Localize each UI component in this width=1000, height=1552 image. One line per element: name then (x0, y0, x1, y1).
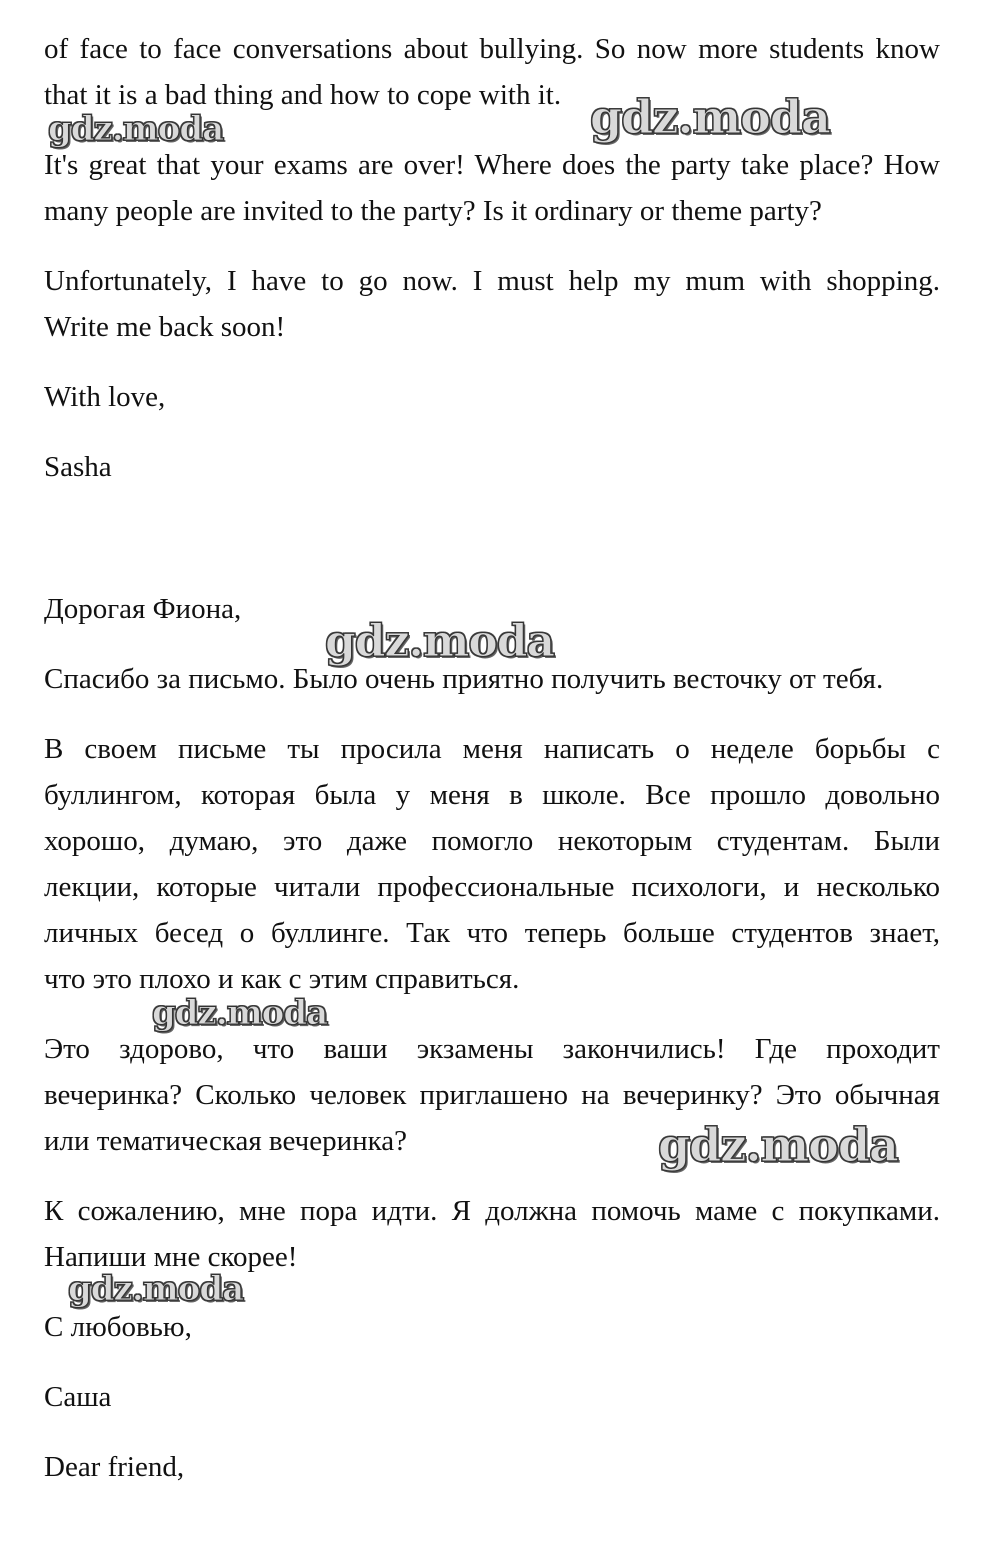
english-p3-line-2: Write me back soon! (44, 311, 286, 343)
russian-p2-line-5: личных бесед о буллинге. Так что теперь больше студентов знает, (44, 917, 940, 949)
english-p3-line-1: Unfortunately, I have to go now. I must help my mum with shopping. (44, 265, 940, 297)
russian-p2-line-2: буллингом, которая была у меня в школе. Все прошло довольно (44, 779, 940, 811)
russian-p2-line-4: лекции, которые читали профессиональные психологи, и несколько (44, 871, 940, 903)
russian-p2-line-6: что это плохо и как с этим справиться. (44, 963, 520, 995)
watermark-logo: gdz.moda (152, 993, 328, 1033)
russian-p3-line-1: Это здорово, что ваши экзамены закончились! Где проходит (44, 1033, 940, 1065)
next-letter-greeting: Dear friend, (44, 1451, 185, 1483)
russian-p2-line-3: хорошо, думаю, это даже помогло некоторым студентам. Были (44, 825, 940, 857)
russian-p3-line-3: или тематическая вечеринка? (44, 1125, 407, 1157)
english-p1-line-2: that it is a bad thing and how to cope with it. (44, 79, 562, 111)
watermark-logo: gdz.moda (590, 90, 830, 144)
english-p2-line-2: many people are invited to the party? Is it ordinary or theme party? (44, 195, 822, 227)
english-closing: With love, (44, 381, 166, 413)
watermark-logo: gdz.moda (658, 1118, 898, 1172)
watermark-logo: gdz.moda (68, 1269, 244, 1309)
watermark-logo: gdz.moda (325, 616, 555, 667)
english-p1-line-1: of face to face conversations about bullying. So now more students know (44, 33, 940, 65)
russian-p3-line-2: вечеринка? Сколько человек приглашено на вечеринку? Это обычная (44, 1079, 940, 1111)
watermark-logo: gdz.moda (48, 109, 224, 149)
russian-p4-line-2: Напиши мне скорее! (44, 1241, 298, 1273)
russian-p1: Спасибо за письмо. Было очень приятно получить весточку от тебя. (44, 663, 884, 695)
english-p2-line-1: It's great that your exams are over! Where does the party take place? How (44, 149, 940, 181)
russian-greeting: Дорогая Фиона, (44, 593, 242, 625)
russian-p4-line-1: К сожалению, мне пора идти. Я должна помочь маме с покупками. (44, 1195, 940, 1227)
russian-p2-line-1: В своем письме ты просила меня написать о неделе борьбы с (44, 733, 940, 765)
english-signature: Sasha (44, 451, 112, 483)
russian-signature: Саша (44, 1381, 112, 1413)
russian-closing: С любовью, (44, 1311, 192, 1343)
